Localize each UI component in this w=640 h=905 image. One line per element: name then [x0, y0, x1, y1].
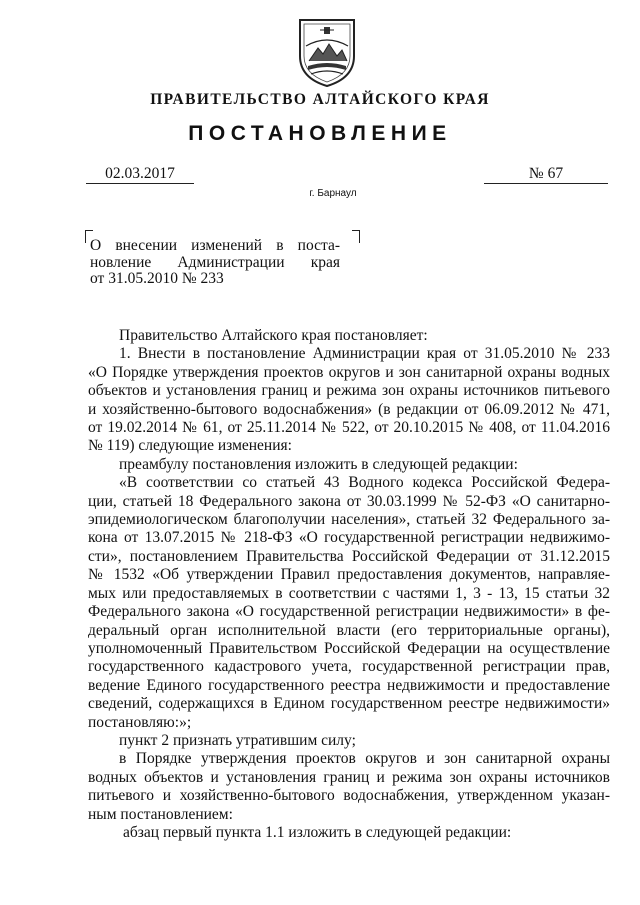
subject-line: новление Администрации края	[90, 253, 340, 271]
document-number: № 67	[484, 165, 608, 184]
document-subject	[90, 238, 340, 288]
body-line: № 1532 «Об утверждении Правил предоставления документов, направляе-	[88, 566, 610, 584]
subject-line: от 31.05.2010 № 233	[90, 270, 224, 287]
body-line: «О Порядке утверждения проектов округов и зон санитарной охраны водных	[88, 363, 610, 381]
body-line: и хозяйственно-бытового водоснабжения» (в редакции от 06.09.2012 № 471,	[88, 400, 610, 418]
body-line: ведение Единого государственного реестра недвижимости и предоставление	[88, 676, 610, 694]
body-line: «В соответствии со статьей 43 Водного кодекса Российской Федера-	[119, 474, 610, 492]
body-line: питьевого и хозяйственно-бытового водоснабжения, утвержденном указан-	[88, 787, 610, 805]
body-line: мых или предоставляемых в соответствии с частями 1, 3 - 13, 15 статьи 32	[88, 584, 610, 602]
body-line: сведений, содержащихся в Едином государственном реестре недвижимости»	[88, 695, 610, 713]
document-body	[88, 327, 610, 842]
body-line: в Порядке утверждения проектов округов и зон санитарной охраны	[119, 750, 610, 768]
body-line: пункт 2 признать утратившим силу;	[119, 731, 356, 749]
body-line: Федерального закона «О государственной регистрации недвижимости» в фе-	[88, 603, 610, 621]
body-line: кона от 13.07.2015 № 218-ФЗ «О государственной регистрации недвижимо-	[88, 529, 610, 547]
body-line: абзац первый пункта 1.1 изложить в следующей редакции:	[123, 823, 512, 841]
body-line: деральный орган исполнительной власти (его территориальные органы),	[88, 621, 610, 639]
body-line: государственного кадастрового учета, государственной регистрации прав,	[88, 658, 610, 676]
subject-bracket-right	[352, 230, 360, 243]
body-line: Правительство Алтайского края постановляет:	[119, 327, 428, 344]
body-line: ции, статьей 18 Федерального закона от 30.03.1999 № 52-ФЗ «О санитарно-	[88, 492, 610, 510]
document-type-title: ПОСТАНОВЛЕНИЕ	[188, 122, 452, 145]
body-line: от 19.02.2014 № 61, от 25.11.2014 № 522, от 20.10.2015 № 408, от 11.04.2016	[88, 419, 610, 437]
government-title: ПРАВИТЕЛЬСТВО АЛТАЙСКОГО КРАЯ	[150, 91, 490, 108]
document-date: 02.03.2017	[86, 165, 194, 184]
body-line: водных объектов и установления границ и режима зон охраны источников	[88, 768, 610, 786]
coat-of-arms-emblem	[296, 16, 358, 88]
body-line: постановляю:»;	[88, 713, 192, 731]
body-line: ным постановлением:	[88, 805, 233, 823]
body-line: сти», постановлением Правительства Российской Федерации от 31.12.2015	[88, 547, 610, 565]
body-line: № 119) следующие изменения:	[88, 437, 292, 455]
body-line: 1. Внести в постановление Администрации края от 31.05.2010 № 233	[119, 345, 610, 363]
body-line: объектов и установления границ и режима зон охраны источников питьевого	[88, 382, 610, 400]
body-line: эпидемиологическом благополучии населения», статьей 32 Федерального за-	[88, 511, 610, 529]
document-city: г. Барнаул	[309, 188, 357, 199]
subject-line: О внесении изменений в поста-	[90, 237, 340, 254]
body-line: преамбулу постановления изложить в следующей редакции:	[119, 455, 518, 473]
body-line: уполномоченный Правительством Российской Федерации на осуществление	[88, 639, 610, 657]
